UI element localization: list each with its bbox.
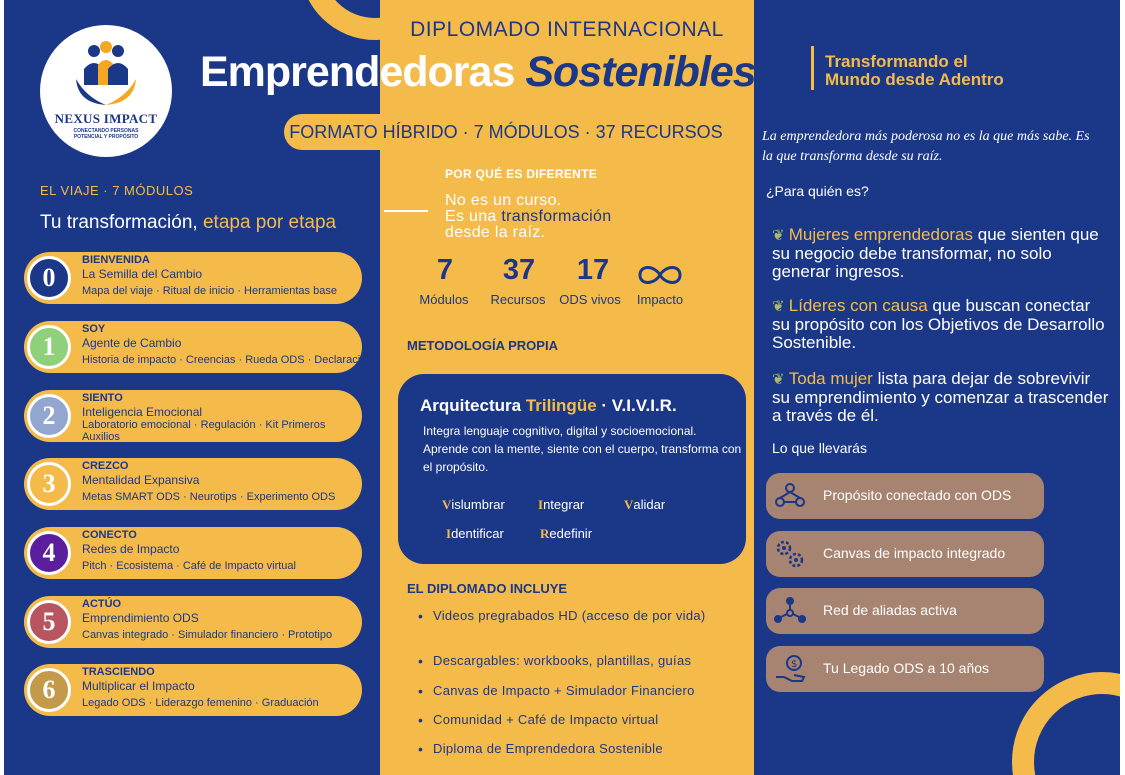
stat-ods-label: ODS vivos [559,292,621,307]
page-title [200,48,756,97]
bullet-icon: • [418,683,424,699]
takeaway-card [766,588,1044,634]
stage-items: Laboratorio emocional · Regulación · Kit Primeros Auxilios [82,419,326,443]
people-network-icon [772,478,808,514]
stage-name: Redes de Impacto [82,542,180,556]
right-tagline [825,53,1004,89]
logo-name: NEXUS IMPACT [54,111,158,126]
title-part-2: Sostenibles [525,48,756,96]
journey-heading-plain: Tu transformación, [40,212,198,233]
stage-verb: CONECTO [82,529,137,541]
journey-heading-accent: etapa por etapa [202,212,337,233]
includes-item-text: Diploma de Emprendedora Sostenible [433,741,663,756]
stage-number-badge: 1 [27,325,71,369]
sprout-icon: ❦ [772,298,789,315]
method-title [420,396,677,416]
audience-text: que sienten que su negocio debe transformar, no solo generar ingresos. [772,225,1099,281]
includes-item-text: Canvas de Impacto + Simulador Financiero [433,683,695,698]
stat-resources-label: Recursos [490,292,546,307]
tagline-line-2: Mundo desde Adentro [825,70,1004,89]
includes-label: EL DIPLOMADO INCLUYE [407,581,568,596]
sprout-icon: ❦ [772,227,789,244]
tagline-line-1: Transformando el [825,52,968,71]
takeaway-label: Propósito conectado con ODS [823,487,1012,503]
stage-name: Emprendimiento ODS [82,611,199,625]
stage-card[interactable] [24,527,362,579]
stage-items: Metas SMART ODS · Neurotips · Experimento ODS [82,491,336,503]
method-description: Integra lenguaje cognitivo, digital y socioemocional. Aprende con la mente, siente con el cuerpo, transforma con el propósito. [423,424,742,474]
audience-item [772,297,1112,352]
vivir-step-initial: R [540,526,550,541]
hand-coin-icon [772,651,808,687]
logo [40,25,172,157]
audience-accent: Mujeres emprendedoras [788,225,974,244]
takeaway-label: Tu Legado ODS a 10 años [823,660,990,676]
stage-card[interactable] [24,664,362,716]
stage-verb: ACTÚO [82,598,122,610]
header-kicker: DIPLOMADO INTERNACIONAL [410,18,724,41]
audience-item [772,370,1112,425]
audience-accent: Toda mujer [788,369,873,388]
gears-icon [772,536,808,572]
method-card [398,374,746,564]
stage-card[interactable] [24,252,362,304]
vivir-step-rest: islumbrar [451,497,505,512]
bullet-icon: • [418,712,424,728]
stat-impact-label: Impacto [636,292,684,307]
svg-text:$: $ [791,659,798,670]
vivir-step [624,497,665,513]
audience-item [772,226,1112,281]
why-line-3: desde la raíz. [445,224,546,241]
stage-verb: TRASCIENDO [82,666,155,678]
why-line-2: Es una [445,208,497,225]
quote: La emprendedora más poderosa no es la que más sabe. Es la que transforma desde su raíz. [762,129,1090,164]
why-line-1: No es un curso. [445,192,562,209]
journey-heading [40,212,336,234]
takeaway-label: Red de aliadas activa [823,602,957,618]
takeaway-card [766,473,1044,519]
includes-item-text: Comunidad + Café de Impacto virtual [433,712,659,727]
stage-card[interactable] [24,596,362,648]
stage-card[interactable] [24,458,362,510]
stage-name: Multiplicar el Impacto [82,679,195,693]
audience-text: lista para dejar de sobrevivir su emprendimiento y comenzar a trascender a través de él. [772,369,1109,425]
logo-people-icon [70,39,142,109]
stage-card[interactable] [24,390,362,442]
stat-ods-value: 17 [576,254,610,286]
stage-verb: SOY [82,323,106,335]
method-title-accent: Trilingüe [525,396,597,415]
bullet-icon: • [418,653,424,669]
stat-modules-label: Módulos [419,292,469,307]
stage-verb: CREZCO [82,460,129,472]
bullet-icon: • [418,741,424,757]
stat-resources-value: 37 [502,254,536,286]
stage-items: Pitch · Ecosistema · Café de Impacto virtual [82,560,296,572]
stage-number-badge: 6 [27,668,71,712]
vivir-step-rest: edefinir [549,526,593,541]
vivir-step-initial: I [538,497,544,512]
stage-card[interactable] [24,321,373,373]
infinity-icon [636,262,684,288]
stage-number-badge: 5 [27,600,71,644]
takeaways-label: Lo que llevarás [772,440,867,456]
stage-items: Historia de impacto · Creencias · Rueda ODS · Declaración [82,354,373,366]
bullet-icon: • [418,608,424,624]
why-divider [384,210,428,212]
stage-items: Mapa del viaje · Ritual de inicio · Herramientas base [82,285,337,297]
ring-mask [1120,640,1125,775]
vivir-step-rest: alidar [633,497,666,512]
sprout-icon: ❦ [772,371,789,388]
method-title-a: Arquitectura [420,396,522,415]
why-line-2-accent: transformación [501,208,612,225]
for-whom-label: ¿Para quién es? [766,183,869,199]
tagline-bar [811,46,814,90]
vivir-step [446,526,504,542]
includes-item-text: Descargables: workbooks, plantillas, guías [433,653,692,668]
journey-label: EL VIAJE · 7 MÓDULOS [40,183,194,198]
stat-modules-value: 7 [436,254,454,286]
vivir-step-initial: V [442,497,452,512]
stage-number-badge: 2 [27,394,71,438]
includes-item-text: Videos pregrabados HD (acceso de por vida) [433,608,706,623]
vivir-step [540,526,592,542]
stage-number-badge: 3 [27,462,71,506]
stage-number-badge: 4 [27,531,71,575]
audience-text: que buscan conectar su propósito con los Objetivos de Desarrollo Sostenible. [772,296,1105,352]
stage-name: Agente de Cambio [82,336,182,350]
vivir-step-initial: V [624,497,634,512]
why-statement [445,193,611,241]
title-part-1: Emprendedoras [200,48,515,96]
vivir-step-rest: ntegrar [543,497,585,512]
audience-accent: Líderes con causa [788,296,928,315]
stage-number-badge: 0 [27,256,71,300]
vivir-step-rest: dentificar [451,526,504,541]
stage-verb: BIENVENIDA [82,254,150,266]
logo-tagline: CONECTANDO PERSONAS POTENCIAL Y PROPÓSITO [73,128,139,140]
stage-name: La Semilla del Cambio [82,267,203,281]
stage-name: Inteligencia Emocional [82,405,203,419]
takeaway-card [766,531,1044,577]
vivir-step [442,497,505,513]
format-pill: FORMATO HÍBRIDO · 7 MÓDULOS · 37 RECURSOS [284,114,728,150]
takeaway-card [766,646,1044,692]
stage-items: Legado ODS · Liderazgo femenino · Graduación [82,697,319,709]
network-icon [772,593,808,629]
vivir-step-initial: I [446,526,452,541]
vivir-step [538,497,584,513]
method-title-b: · V.I.V.I.R. [601,396,677,415]
stage-items: Canvas integrado · Simulador financiero · Prototipo [82,629,333,641]
stage-name: Mentalidad Expansiva [82,473,200,487]
takeaway-label: Canvas de impacto integrado [823,545,1006,561]
stage-verb: SIENTO [82,392,123,404]
method-label: METODOLOGÍA PROPIA [407,338,558,353]
why-label: POR QUÉ ES DIFERENTE [445,167,598,181]
